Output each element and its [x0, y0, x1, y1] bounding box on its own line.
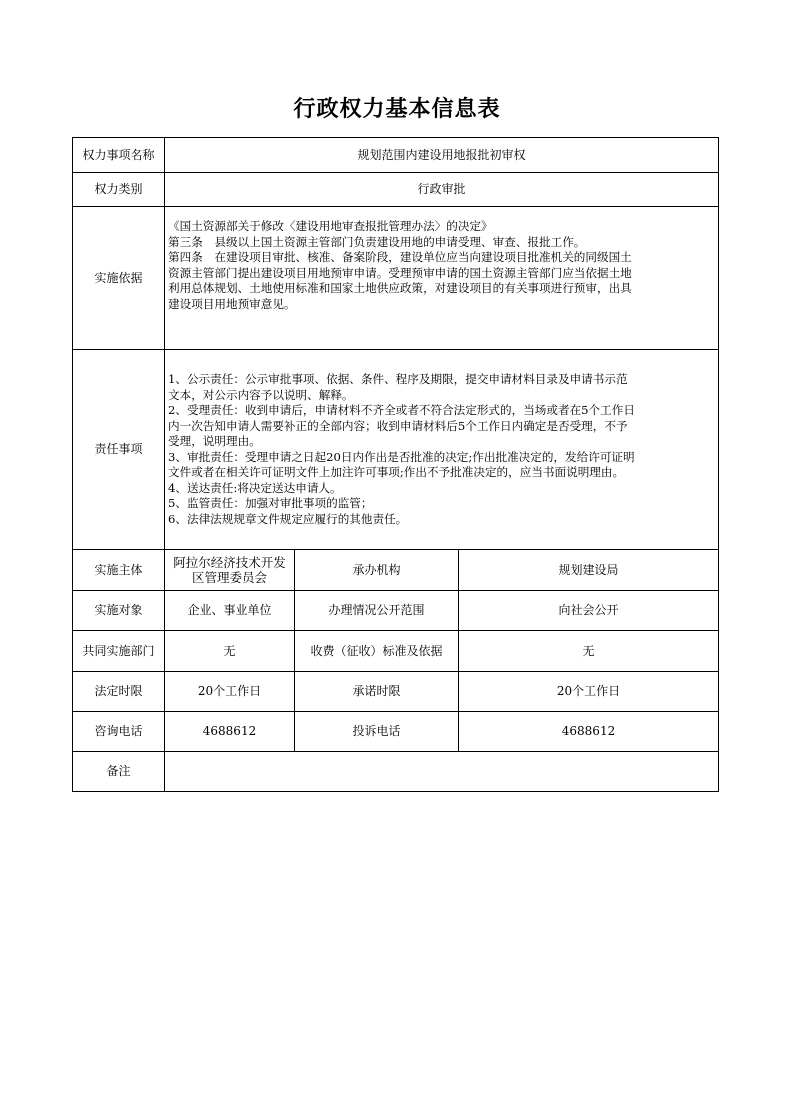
row-joint [73, 631, 719, 672]
label-object: 实施对象 [73, 591, 165, 631]
row-name [73, 138, 719, 173]
label-name: 权力事项名称 [73, 138, 165, 173]
row-limit [73, 672, 719, 712]
duty-line: 5、监管责任：加强对审批事项的监管； [168, 496, 373, 510]
value-promise: 20个工作日 [459, 672, 719, 712]
page-title: 行政权力基本信息表 [293, 96, 501, 122]
basis-line: 利用总体规划、土地使用标准和国家土地供应政策，对建设项目的有关事项进行预审，出具 [168, 281, 632, 295]
basis-line: 第四条 在建设项目审批、核准、备案阶段，建设单位应当向建设项目批准机关的同级国土 [168, 250, 632, 264]
duty-line: 内一次告知申请人需要补正的全部内容；收到申请材料后5个工作日内确定是否受理，不予 [168, 418, 628, 433]
row-duty [73, 350, 719, 550]
label-subject: 实施主体 [73, 550, 165, 591]
row-subject [73, 550, 719, 591]
value-disclosure: 向社会公开 [459, 591, 719, 631]
label-promise: 承诺时限 [295, 672, 459, 712]
label-complaint: 投诉电话 [295, 712, 459, 752]
row-basis [73, 207, 719, 350]
value-name: 规划范围内建设用地报批初审权 [165, 138, 719, 173]
value-joint: 无 [165, 631, 295, 672]
basis-line: 资源主管部门提出建设项目用地预审申请。受理预审申请的国土资源主管部门应当依据土地 [168, 265, 632, 280]
duty-line: 文本，对公示内容予以说明、解释。 [168, 387, 354, 402]
value-basis [165, 207, 719, 350]
duty-line: 受理，说明理由。 [168, 434, 261, 448]
label-limit: 法定时限 [73, 672, 165, 712]
info-table [72, 137, 719, 792]
duty-line: 6、法律法规规章文件规定应履行的其他责任。 [168, 511, 408, 526]
duty-line: 4、送达责任:将决定送达申请人。 [168, 480, 342, 495]
value-fee: 无 [459, 631, 719, 672]
label-duty: 责任事项 [73, 350, 165, 550]
label-note: 备注 [73, 752, 165, 792]
duty-line: 1、公示责任：公示审批事项、依据、条件、程序及期限，提交申请材料目录及申请书示范 [168, 372, 628, 386]
row-phone [73, 712, 719, 752]
value-subject: 阿拉尔经济技术开发区管理委员会 [165, 550, 295, 591]
basis-line: 《国土资源部关于修改〈建设用地审查报批管理办法〉的决定》 [168, 219, 493, 233]
row-note [73, 752, 719, 792]
row-type [73, 173, 719, 207]
value-office: 规划建设局 [459, 550, 719, 591]
duty-line: 3、审批责任：受理申请之日起20日内作出是否批准的决定;作出批准决定的，发给许可证明 [168, 449, 635, 464]
label-fee: 收费（征收）标准及依据 [295, 631, 459, 672]
duty-line: 文件或者在相关许可证明文件上加注许可事项;作出不予批准决定的，应当书面说明理由。 [168, 465, 625, 479]
label-disclosure: 办理情况公开范围 [295, 591, 459, 631]
label-office: 承办机构 [295, 550, 459, 591]
basis-line: 第三条 县级以上国土资源主管部门负责建设用地的申请受理、审查、报批工作。 [168, 234, 586, 249]
value-type: 行政审批 [165, 173, 719, 207]
label-basis: 实施依据 [73, 207, 165, 350]
value-note [165, 752, 719, 792]
value-phone: 4688612 [165, 712, 295, 752]
label-type: 权力类别 [73, 173, 165, 207]
value-complaint: 4688612 [459, 712, 719, 752]
value-limit: 20个工作日 [165, 672, 295, 712]
label-joint: 共同实施部门 [73, 631, 165, 672]
value-duty [165, 350, 719, 550]
duty-line: 2、受理责任：收到申请后，申请材料不齐全或者不符合法定形式的，当场或者在5个工作日 [168, 403, 635, 417]
label-phone: 咨询电话 [73, 712, 165, 752]
basis-line: 建设项目用地预审意见。 [168, 296, 296, 311]
value-object: 企业、事业单位 [165, 591, 295, 631]
row-object [73, 591, 719, 631]
